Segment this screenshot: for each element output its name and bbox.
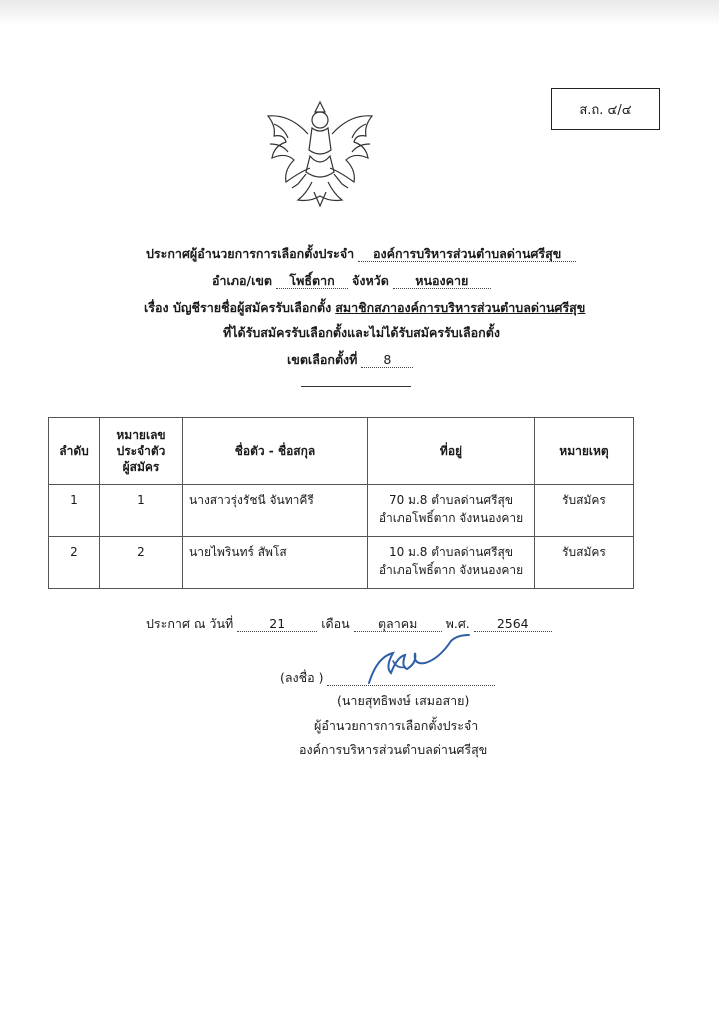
header-line-2 <box>212 271 491 291</box>
announce-month-label: เดือน <box>321 616 350 631</box>
header-line-4 <box>223 323 500 343</box>
row-name: นายไพรินทร์ สัพโส <box>183 537 368 589</box>
row-address-line-1: 70 ม.8 ตำบลด่านศรีสุข <box>388 493 514 507</box>
row-note: รับสมัคร <box>535 537 634 589</box>
header-line-1 <box>146 244 576 264</box>
table-row <box>49 537 634 589</box>
province-value: หนองคาย <box>393 273 491 289</box>
signature-name: (นายสุทธิพงษ์ เสมอสาย) <box>337 693 470 708</box>
form-code-box <box>551 88 660 130</box>
row-name: นางสาวรุ่งรัชนี จันทาคีรี <box>183 485 368 537</box>
constituency-label: เขตเลือกตั้งที่ <box>287 352 358 367</box>
subject-label: เรื่อง บัญชีรายชื่อผู้สมัครรับเลือกตั้ง <box>144 300 332 315</box>
header-org: องค์การบริหารส่วนตำบลด่านศรีสุข <box>358 246 576 262</box>
province-label: จังหวัด <box>352 273 389 288</box>
subject-position: สมาชิกสภาองค์การบริหารส่วนตำบลด่านศรีสุข <box>335 300 586 315</box>
row-no: 2 <box>49 537 100 589</box>
announce-year: 2564 <box>474 616 552 632</box>
header-note: หมายเหตุ <box>535 418 634 485</box>
header-prefix: ประกาศผู้อำนวยการการเลือกตั้งประจำ <box>146 246 355 261</box>
header-candidate-number <box>100 418 183 485</box>
signature-title: ผู้อำนวยการการเลือกตั้งประจำ <box>314 718 479 733</box>
row-candidate-number: 2 <box>100 537 183 589</box>
announce-day: 21 <box>237 616 317 632</box>
table-header-row <box>49 418 634 485</box>
form-code: ส.ถ. ๔/๔ <box>579 102 632 118</box>
row-address-line-2: อำเภอโพธิ์ตาก จังหนองคาย <box>378 563 524 577</box>
district-value: โพธิ์ตาก <box>276 273 348 289</box>
row-no: 1 <box>49 485 100 537</box>
row-address <box>368 485 535 537</box>
row-address-line-2: อำเภอโพธิ์ตาก จังหนองคาย <box>378 511 524 525</box>
header-line-5 <box>287 350 413 370</box>
subject-line-2: ที่ได้รับสมัครรับเลือกตั้งและไม่ได้รับสมัครรับเลือกตั้ง <box>223 325 500 340</box>
row-address <box>368 537 535 589</box>
header-address: ที่อยู่ <box>368 418 535 485</box>
garuda-emblem-icon <box>262 94 378 210</box>
signature-label: (ลงชื่อ ) <box>280 670 324 685</box>
row-address-line-1: 10 ม.8 ตำบลด่านศรีสุข <box>388 545 514 559</box>
announce-prefix: ประกาศ ณ วันที่ <box>146 616 234 631</box>
row-candidate-number: 1 <box>100 485 183 537</box>
header-num-line-1: หมายเลข <box>116 428 166 442</box>
header-divider <box>301 386 411 387</box>
handwritten-signature-icon <box>363 633 475 691</box>
row-note: รับสมัคร <box>535 485 634 537</box>
header-num-line-3: ผู้สมัคร <box>122 460 160 474</box>
announce-month: ตุลาคม <box>354 616 442 632</box>
scan-top-shadow <box>0 0 719 26</box>
announce-year-label: พ.ศ. <box>445 616 470 631</box>
constituency-value: 8 <box>361 352 413 368</box>
header-name: ชื่อตัว - ชื่อสกุล <box>183 418 368 485</box>
header-line-3 <box>144 298 585 318</box>
table-row <box>49 485 634 537</box>
district-label: อำเภอ/เขต <box>212 273 273 288</box>
signature-org: องค์การบริหารส่วนตำบลด่านศรีสุข <box>299 742 488 757</box>
announce-line <box>146 614 552 634</box>
header-no: ลำดับ <box>49 418 100 485</box>
candidate-table <box>48 417 634 589</box>
header-num-line-2: ประจำตัว <box>116 444 166 458</box>
